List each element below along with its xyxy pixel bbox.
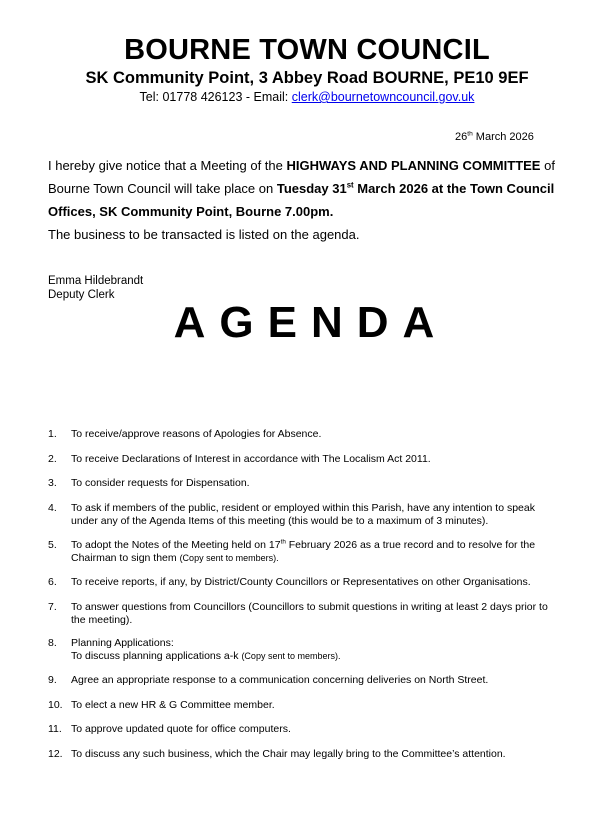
signatory-name: Emma Hildebrandt: [48, 275, 144, 287]
agenda-item: 10. To elect a new HR & G Committee member.: [48, 699, 275, 711]
committee-name: HIGHWAYS AND PLANNING COMMITTEE: [286, 158, 541, 173]
date-day: 26: [455, 131, 468, 143]
agenda-item: 7. To answer questions from Councillors (Councillors to submit questions in writing at least 2 days prior to the meeting).: [48, 601, 548, 626]
date-suffix: th: [467, 130, 473, 138]
contact-line: [0, 90, 614, 104]
agenda-item: 9. Agree an appropriate response to a communication concerning deliveries on North Street.: [48, 674, 489, 686]
agenda-item: 5. To adopt the Notes of the Meeting held on 17th February 2026 as a true record and to resolve for the Chairman to sign them (Copy sent to members).: [48, 538, 536, 564]
agenda-item: 1. To receive/approve reasons of Apologies for Absence.: [48, 428, 322, 440]
signatory-role: Deputy Clerk: [48, 289, 115, 301]
date-rest: March 2026: [472, 131, 534, 143]
notice-text: of Bourne Town Council will take place on: [48, 158, 555, 196]
agenda-heading: AGENDA: [173, 298, 449, 347]
agenda-item: 6. To receive reports, if any, by District/County Councillors or Representatives on other Organisations.: [48, 576, 531, 588]
business-line: The business to be transacted is listed on the agenda.: [48, 227, 360, 242]
council-address: SK Community Point, 3 Abbey Road BOURNE, PE10 9EF: [85, 69, 529, 87]
agenda-item: 12. To discuss any such business, which the Chair may legally bring to the Committee’s attention.: [48, 748, 506, 760]
notice-text: I hereby give notice that a Meeting of the: [48, 158, 287, 173]
council-title: BOURNE TOWN COUNCIL: [124, 34, 490, 66]
agenda-item: 3. To consider requests for Dispensation.: [48, 477, 250, 489]
meeting-when: Tuesday 31st March 2026 at the Town Council Offices, SK Community Point, Bourne 7.00pm.: [48, 180, 555, 219]
agenda-item: 4. To ask if members of the public, resident or employed within this Parish, have any intention to speak under any of the Agenda Items of this meeting (this would be to a maximum of 3 minutes).: [48, 502, 535, 527]
email-link[interactable]: clerk@bournetowncouncil.gov.uk: [291, 90, 475, 104]
meeting-notice: [48, 154, 568, 246]
agenda-item: 11. To approve updated quote for office computers.: [48, 723, 291, 735]
agenda-item: 2. To receive Declarations of Interest in accordance with The Localism Act 2011.: [48, 453, 431, 465]
contact-phone: Tel: 01778 426123 - Email:: [139, 90, 292, 104]
agenda-item: 8. Planning Applications: To discuss planning applications a-k (Copy sent to members).: [48, 637, 341, 662]
notice-date: [455, 131, 534, 143]
